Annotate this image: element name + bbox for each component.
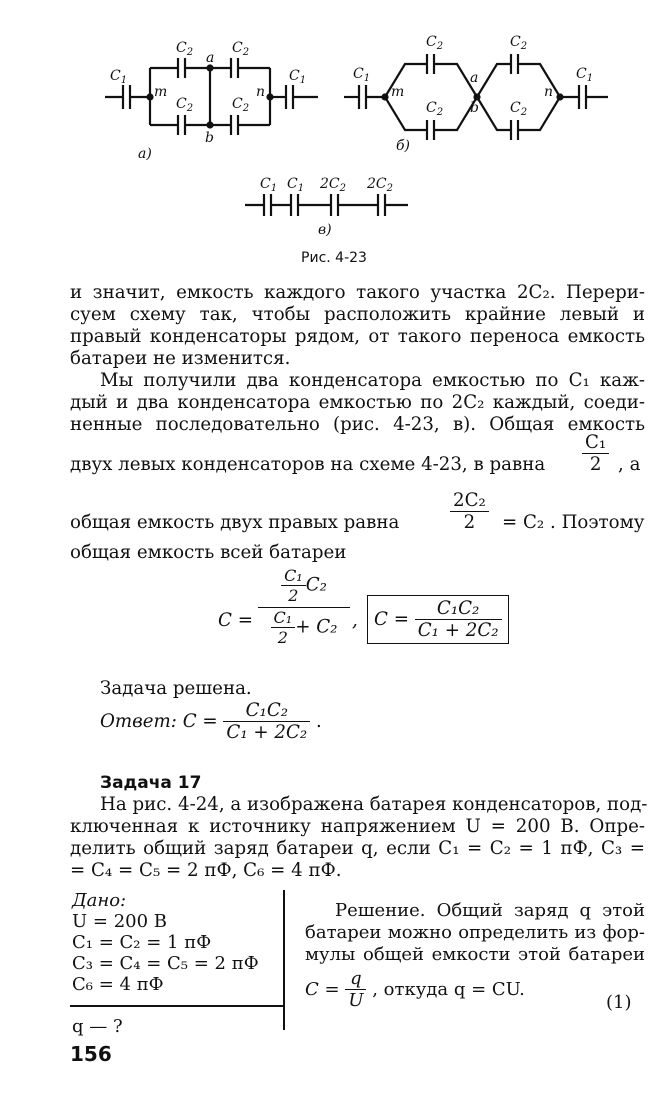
label-c1: $C_1$ xyxy=(353,66,371,84)
given-item: C₃ = C₄ = C₅ = 2 пФ xyxy=(72,953,259,974)
label-c2: $C_2$ xyxy=(176,40,194,58)
text-line: ключенная к источнику напряжением U = 200 В. Опре- xyxy=(70,816,645,837)
problem-title: Задача 17 xyxy=(100,773,202,793)
text-line: = C₄ = C₅ = 2 пФ, C₆ = 4 пФ. xyxy=(70,860,342,881)
given-divider xyxy=(283,890,285,1030)
circuit-c xyxy=(245,194,408,216)
label-c2: $C_2$ xyxy=(176,96,194,114)
node-a: a xyxy=(470,70,479,86)
text-line: общая емкость всей батареи xyxy=(70,542,347,563)
figure-4-23 xyxy=(0,0,668,250)
text-line: ненные последовательно (рис. 4-23, в). Общая емкость xyxy=(70,414,645,435)
given-label: Дано: xyxy=(72,890,127,911)
label-c2: $C_2$ xyxy=(232,40,250,58)
answer: Ответ: C = $\frac{\text{C₁C₂}}{\text{C₁ + 2C₂}}$ . xyxy=(100,700,322,743)
given-find: q — ? xyxy=(72,1016,123,1037)
line-right-caps: общая емкость двух правых равна $\frac{\text{2C₂}}{2}$ = C₂ . Поэтому xyxy=(70,490,645,533)
text-line: батареи не изменится. xyxy=(70,348,291,369)
given-underline xyxy=(70,1005,284,1007)
node-n: n xyxy=(544,84,554,100)
label-c1: $C_1$ xyxy=(110,68,128,86)
text-line: Задача решена. xyxy=(100,678,252,699)
label-c2: $C_2$ xyxy=(510,100,528,118)
text-line: и значит, емкость каждого такого участка 2C₂. Перери- xyxy=(70,282,645,303)
node-m: m xyxy=(391,84,405,100)
solution-line: батареи можно определить из фор- xyxy=(305,922,645,943)
given-item: C₁ = C₂ = 1 пФ xyxy=(72,932,212,953)
text-line: дый и два конденсатора емкостью по 2C₂ каждый, соеди- xyxy=(70,392,645,413)
node-m: m xyxy=(154,84,168,100)
solution-line: мулы общей емкости этой батареи xyxy=(305,944,645,965)
formula-main: C = $\frac{\text{C₁}}{2}$ C₂ $\frac{\text{C₁}}{2}$ + C₂ , xyxy=(218,566,358,647)
label-2c2: $2C_2$ xyxy=(320,176,346,194)
solution-formula: C = $\frac{q}{U}$ , откуда q = CU. xyxy=(305,968,525,1011)
line-left-caps: двух левых конденсаторов на схеме 4-23, в равна $\frac{\text{C₁}}{2}$ , а xyxy=(70,432,641,475)
label-c1: $C_1$ xyxy=(576,66,594,84)
sublabel-a: а) xyxy=(138,146,152,162)
sublabel-c: в) xyxy=(318,222,332,238)
label-2c2: $2C_2$ xyxy=(367,176,393,194)
equation-number: (1) xyxy=(606,992,632,1013)
label-c2: $C_2$ xyxy=(426,34,444,52)
figure-caption: Рис. 4-23 xyxy=(301,250,367,266)
text-line: суем схему так, чтобы расположить крайние левый и xyxy=(70,304,645,325)
label-c2: $C_2$ xyxy=(510,34,528,52)
label-c2: $C_2$ xyxy=(232,96,250,114)
node-b: b xyxy=(205,130,214,146)
circuit-b xyxy=(344,54,608,140)
circuit-a xyxy=(105,58,318,135)
given-item: U = 200 В xyxy=(72,911,168,932)
given-item: C₆ = 4 пФ xyxy=(72,974,164,995)
text-line: правый конденсаторы рядом, от такого переноса емкость xyxy=(70,326,645,347)
text-line: делить общий заряд батареи q, если C₁ = C₂ = 1 пФ, C₃ = xyxy=(70,838,645,859)
formula-boxed: C = $\frac{\text{C₁C₂}}{\text{C₁ + 2C₂}}$ xyxy=(367,595,509,644)
label-c1: $C_1$ xyxy=(289,68,307,86)
node-a: a xyxy=(206,50,215,66)
label-c2: $C_2$ xyxy=(426,100,444,118)
label-c1: $C_1$ xyxy=(287,176,305,194)
text-line: Мы получили два конденсатора емкостью по C₁ каж- xyxy=(100,370,645,391)
sublabel-b: б) xyxy=(396,138,411,154)
solution-line: Решение. Общий заряд q этой xyxy=(335,900,645,921)
text-line: На рис. 4-24, а изображена батарея конденсаторов, под- xyxy=(100,794,648,815)
node-b: b xyxy=(470,100,479,116)
node-n: n xyxy=(256,84,266,100)
answer-label: Ответ: xyxy=(100,711,177,732)
label-c1: $C_1$ xyxy=(260,176,278,194)
page-number: 156 xyxy=(70,1042,112,1066)
